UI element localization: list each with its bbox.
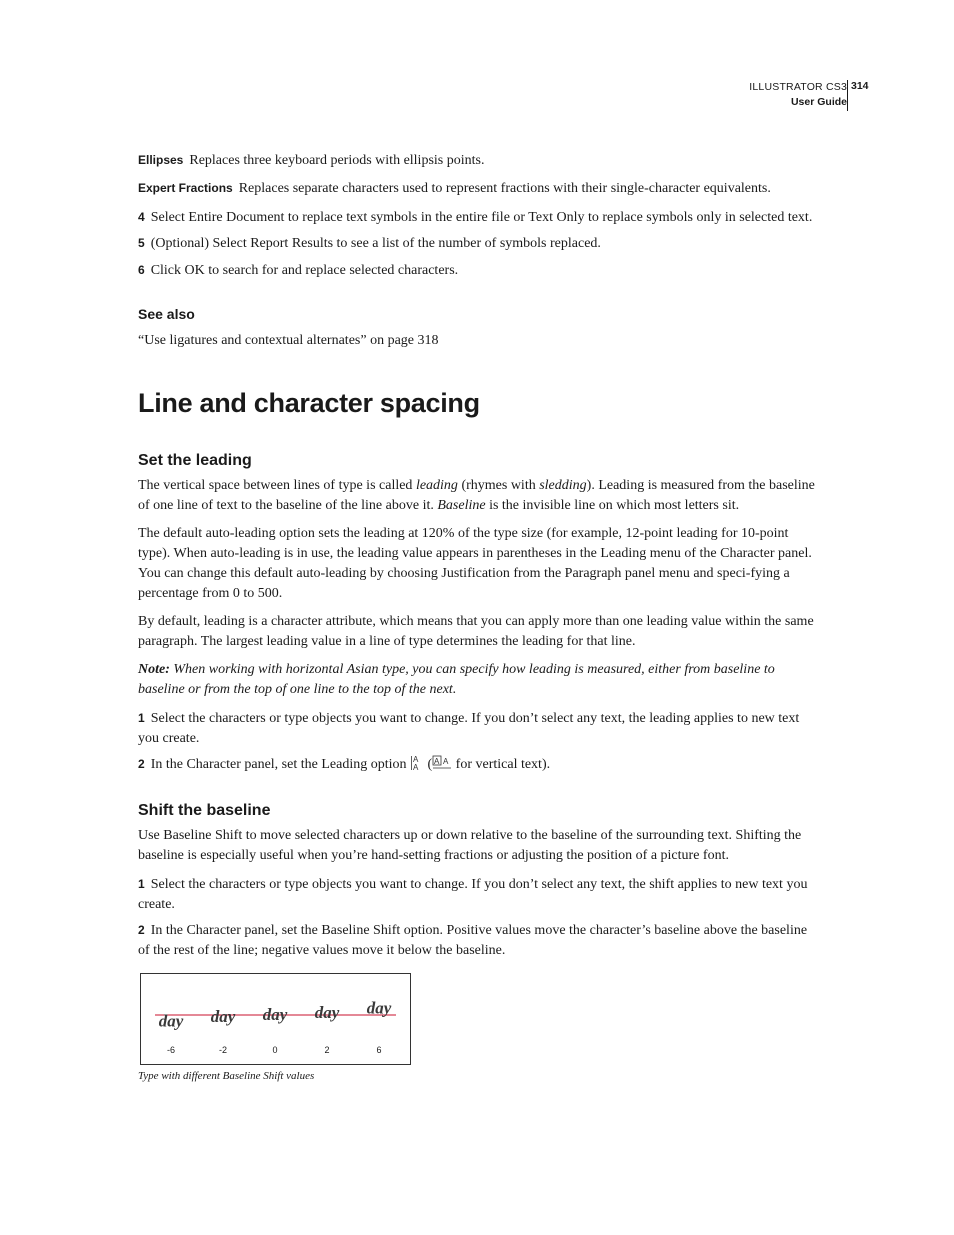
text-run: ( <box>423 757 433 772</box>
emphasis-term: sledding <box>539 478 587 493</box>
shifted-word: day <box>314 1002 340 1022</box>
header-divider <box>847 80 848 111</box>
see-also-link[interactable]: “Use ligatures and contextual alternates” on page 318 <box>138 333 439 348</box>
shifted-word: day <box>158 1011 184 1031</box>
section-heading-leading: Set the leading <box>138 452 252 469</box>
product-name: ILLUSTRATOR CS3 <box>749 81 847 93</box>
shift-value-label: -2 <box>218 1045 228 1055</box>
leading-paragraph-2: The default auto-leading option sets the leading at 120% of the type size (for example, 12-point leading for 10-point type). When auto-leading is in use, the leading value appears in parentheses in the Leading menu of the Character panel. You can change this default auto-leading by choosing Justification from the Paragraph panel menu and speci-fying a percentage from 0 to 500. <box>138 526 812 601</box>
shifted-word: day <box>262 1005 288 1024</box>
note-label: Note: <box>138 662 170 677</box>
note-paragraph <box>138 660 818 700</box>
baseline-paragraph-1: Use Baseline Shift to move selected characters up or down relative to the baseline of the surrounding text. Shifting the baseline is especially useful when you’re hand-setting fractions or adjusting the position of a picture font. <box>138 828 802 863</box>
leading-icon <box>410 755 424 771</box>
step-number: 2 <box>138 923 145 937</box>
step-number: 4 <box>138 210 145 224</box>
definition-text: Replaces separate characters used to represent fractions with their single-character equivalents. <box>238 181 771 196</box>
definition-expert-fractions <box>138 178 838 199</box>
shift-value-label: 0 <box>272 1045 278 1055</box>
step-text: In the Character panel, set the Baseline Shift option. Positive values move the character’s baseline above the baseline of the rest of the line; negative values move it below the baseline. <box>138 923 808 958</box>
step-text: In the Character panel, set the Leading option <box>150 757 410 772</box>
text-run: for vertical text). <box>452 757 551 772</box>
step-text: Select Entire Document to replace text symbols in the entire file or Text Only to replace symbols only in selected text. <box>150 210 813 225</box>
vertical-leading-icon <box>432 755 452 771</box>
page-number: 314 <box>851 80 869 92</box>
emphasis-term: leading <box>415 478 458 493</box>
guide-name: User Guide <box>790 96 847 108</box>
svg-text:A: A <box>443 757 449 766</box>
step-text: Select the characters or type objects you want to change. If you don’t select any text, the shift applies to new text you create. <box>138 877 808 912</box>
shift-value-label: 2 <box>324 1045 330 1055</box>
leading-step-2 <box>138 754 818 775</box>
step-number: 5 <box>138 236 145 250</box>
chapter-title: Line and character spacing <box>138 388 480 418</box>
baseline-step-2 <box>138 920 818 961</box>
text-run: The vertical space between lines of type is called <box>138 478 416 493</box>
definition-text: Replaces three keyboard periods with ellipsis points. <box>189 153 485 168</box>
svg-text:A: A <box>412 763 419 771</box>
text-run: ). Leading is measured from the baseline of one line of text to the baseline of the line above it. <box>138 478 815 513</box>
figure-caption: Type with different Baseline Shift values <box>138 1070 315 1082</box>
text-run: (rhymes with <box>457 478 540 493</box>
definition-ellipses <box>138 150 818 171</box>
see-also-heading: See also <box>138 306 195 322</box>
step-number: 2 <box>138 757 145 771</box>
step-item <box>138 233 818 254</box>
leading-step-1 <box>138 708 818 749</box>
emphasis-term: Baseline <box>437 498 486 513</box>
shifted-word: day <box>210 1007 236 1027</box>
baseline-shift-illustration <box>141 974 410 1064</box>
step-text: Select the characters or type objects you want to change. If you don’t select any text, the leading applies to new text you create. <box>138 711 800 746</box>
shift-value-label: 6 <box>376 1045 382 1055</box>
svg-text:A: A <box>412 755 419 764</box>
leading-paragraph-1 <box>138 476 818 516</box>
baseline-step-1 <box>138 874 818 915</box>
shifted-word: day <box>366 998 392 1018</box>
definition-term: Expert Fractions <box>138 181 233 195</box>
step-text: Click OK to search for and replace selected characters. <box>150 263 459 278</box>
shift-value-label: -6 <box>166 1045 176 1055</box>
step-number: 6 <box>138 263 145 277</box>
step-number: 1 <box>138 877 145 891</box>
step-item <box>138 260 818 281</box>
baseline-shift-figure <box>140 973 411 1065</box>
step-item <box>138 207 838 228</box>
leading-paragraph-3: By default, leading is a character attribute, which means that you can apply more than one leading value within the same paragraph. The largest leading value in a line of type determines the leading for that line. <box>138 614 814 649</box>
step-text: (Optional) Select Report Results to see a list of the number of symbols replaced. <box>150 236 601 251</box>
section-heading-baseline: Shift the baseline <box>138 802 271 819</box>
note-text: When working with horizontal Asian type, you can specify how leading is measured, either from baseline to baseline or from the top of one line to the top of the next. <box>138 662 775 697</box>
step-number: 1 <box>138 711 145 725</box>
definition-term: Ellipses <box>138 153 184 167</box>
text-run: is the invisible line on which most letters sit. <box>485 498 740 513</box>
running-header <box>749 80 847 110</box>
svg-text:A: A <box>434 757 440 766</box>
